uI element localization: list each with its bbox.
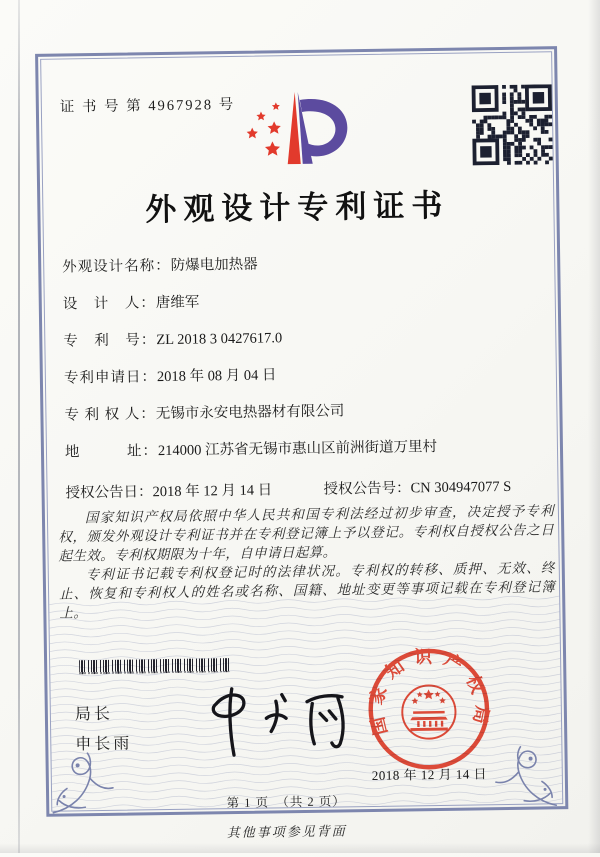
- handwritten-signature-icon: [181, 668, 360, 765]
- field-value: 唐维军: [155, 294, 200, 312]
- field-value: 2018 年 08 月 04 日: [156, 367, 277, 386]
- qr-code-icon: [470, 84, 555, 165]
- grant-no-value: CN 304947077 S: [410, 478, 512, 497]
- reverse-side-note: 其他事项参见背面: [226, 823, 347, 841]
- field-label: 专 利 号：: [63, 332, 157, 350]
- legal-paragraph-2: 专利证书记载专利权登记时的法律状况。专利权的转移、质押、无效、终止、恢复和专利权人的姓名或名称、国籍、地址变更等事项记载在专利登记簿上。: [58, 560, 556, 621]
- field-value: 无锡市永安电热器材有限公司: [155, 403, 345, 423]
- issue-date: 2018 年 12 月 14 日: [371, 766, 488, 783]
- field-address: [65, 434, 535, 478]
- certificate-title: 外观设计专利证书: [145, 187, 450, 228]
- director-name: 申长雨: [75, 735, 133, 754]
- legal-paragraphs: [58, 501, 556, 622]
- certificate-number: 证 书 号 第 4967928 号: [59, 96, 236, 116]
- field-label: 专利申请日：: [63, 369, 158, 387]
- field-label: 专 利 权 人：: [64, 406, 156, 424]
- director-title: 局长: [74, 705, 114, 724]
- grant-date-value: 2018 年 12 月 14 日: [152, 482, 273, 501]
- field-label: 外观设计名称：: [62, 257, 171, 276]
- field-value: 防爆电加热器: [170, 256, 258, 274]
- field-label: 设 计 人：: [62, 295, 156, 313]
- cnipa-seal-icon: [362, 641, 496, 775]
- legal-paragraph-1: 国家知识产权局依照中华人民共和国专利法经过初步审查，决定授予专利权，颁发外观设计专利证书并在专利登记簿上予以登记。专利权自授权公告之日起生效。专利权期限为十年，自申请日起算。: [58, 503, 555, 564]
- seal-text: 国家知识产权局: [365, 646, 493, 738]
- field-label: 地 址：: [64, 443, 159, 461]
- field-value: ZL 2018 3 0427617.0: [156, 330, 283, 349]
- field-list: [62, 249, 535, 478]
- grant-date-label: 授权公告日：: [65, 484, 153, 502]
- director-block: [75, 700, 133, 761]
- barcode-icon: [79, 658, 229, 674]
- grant-no-label: 授权公告号：: [323, 480, 411, 498]
- cnipa-logo-icon: [236, 83, 362, 175]
- field-value: 214000 江苏省无锡市惠山区前洲街道万里村: [157, 438, 438, 460]
- page-indicator: 第 1 页 （共 2 页）: [226, 794, 346, 811]
